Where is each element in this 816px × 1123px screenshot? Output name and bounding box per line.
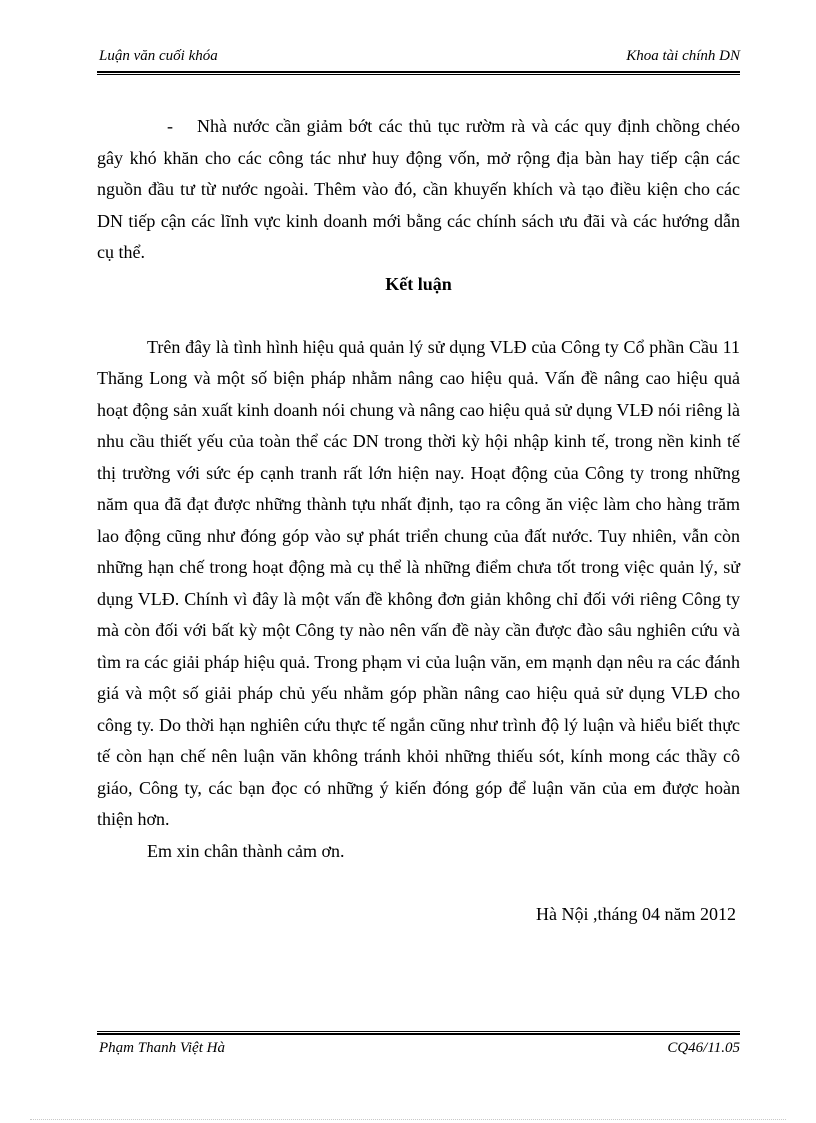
place-date-signoff: Hà Nội ,tháng 04 năm 2012 <box>536 904 736 924</box>
header-divider <box>97 71 740 75</box>
footer-author: Phạm Thanh Việt Hà <box>99 1040 225 1056</box>
recommendation-text: Nhà nước cần giảm bớt các thủ tục rườm rà và các quy định chồng chéo gây khó khăn cho các công tác như huy động vốn, mở rộng địa bàn hay tiếp cận các nguồn đầu tư từ nước ngoài. Thêm vào đó, cần khuyến khích và tạo điều kiện cho các DN tiếp cận các lĩnh vực kinh doanh mới bằng các chính sách ưu đãi và các hướng dẫn cụ thể. <box>97 116 740 262</box>
header-thesis-title: Luận văn cuối khóa <box>99 48 218 64</box>
section-heading: Kết luận <box>385 273 452 294</box>
thanks-paragraph: Em xin chân thành cảm ơn. <box>147 840 345 861</box>
page-edge-line <box>30 1119 786 1120</box>
footer-class-code: CQ46/11.05 <box>667 1040 740 1056</box>
spacer <box>97 300 740 332</box>
header-department: Khoa tài chính DN <box>626 48 740 64</box>
footer-divider <box>97 1031 740 1035</box>
page-header <box>97 48 740 68</box>
page-footer <box>97 1040 740 1060</box>
bullet-dash: - <box>167 116 173 136</box>
spacer <box>97 867 740 899</box>
document-body <box>97 111 740 931</box>
recommendation-paragraph <box>97 111 740 269</box>
conclusion-paragraph: Trên đây là tình hình hiệu quả quản lý sử dụng VLĐ của Công ty Cổ phần Cầu 11 Thăng Long và một số biện pháp nhằm nâng cao hiệu quả. Vấn đề nâng cao hiệu quả hoạt động sản xuất kinh doanh nói chung và nâng cao hiệu quả sử dụng VLĐ nói riêng là nhu cầu thiết yếu của toàn thể các DN trong thời kỳ hội nhập kinh tế, trong nền kinh tế thị trường với sức ép cạnh tranh rất lớn hiện nay. Hoạt động của Công ty trong những năm qua đã đạt được những thành tựu nhất định, tạo ra công ăn việc làm cho hàng trăm lao động cũng như đóng góp vào sự phát triển chung của đất nước. Tuy nhiên, vẫn còn những hạn chế trong hoạt động mà cụ thể là những điểm chưa tốt trong việc quản lý, sử dụng VLĐ. Chính vì đây là một vấn đề không đơn giản không chỉ đối với riêng Công ty mà còn đối với bất kỳ một Công ty nào nên vấn đề này cần được đào sâu nghiên cứu và tìm ra các giải pháp hiệu quả. Trong phạm vi của luận văn, em mạnh dạn nêu ra các đánh giá và một số giải pháp chủ yếu nhằm góp phần nâng cao hiệu quả sử dụng VLĐ cho công ty. Do thời hạn nghiên cứu thực tế ngắn cũng như trình độ lý luận và hiểu biết thực tế còn hạn chế nên luận văn không tránh khỏi những thiếu sót, kính mong các thầy cô giáo, Công ty, các bạn đọc có những ý kiến đóng góp để luận văn của em được hoàn thiện hơn. <box>97 336 740 829</box>
